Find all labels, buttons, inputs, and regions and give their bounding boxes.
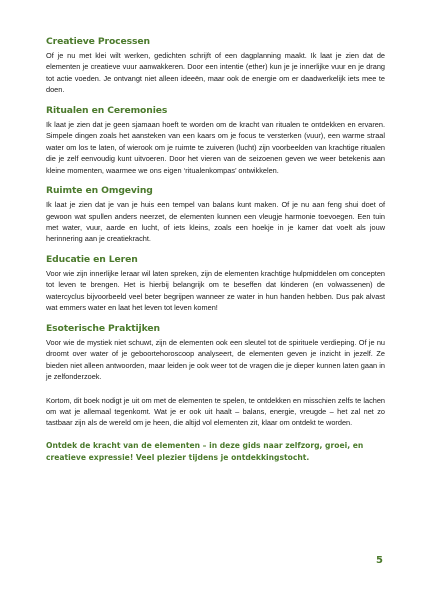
section-paragraph: Voor wie zijn innerlijke leraar wil laten spreken, zijn de elementen krachtige hulpmiddelen om concepten tot leven te brengen. Het is hierbij belangrijk om te beseffen dat kinderen (en volwassenen) de watercyclus bijvoorbeeld veel beter begrijpen wanneer ze water in hun handen hebben. Dus pak alvast wat emmers water en laat het leven tot leven komen! — [46, 268, 385, 313]
closing-statement: Ontdek de kracht van de elementen – in deze gids naar zelfzorg, groei, en creatieve expressie! Veel plezier tijdens je ontdekkingstocht. — [46, 440, 364, 463]
section-paragraph: Voor wie de mystiek niet schuwt, zijn de elementen ook een sleutel tot de spirituele verdieping. Of je nu droomt over water of je geboortehoroscoop analyseert, de elementen geven je inzicht in jezelf. Ze bieden niet alleen antwoorden, maar leiden je ook weer tot de vragen die je dieper kunnen laten gaan in je zelfonderzoek. — [46, 337, 385, 382]
section-creatieve-processen — [46, 36, 385, 96]
section-heading: Educatie en Leren — [46, 253, 138, 265]
section-heading: Creatieve Processen — [46, 36, 150, 47]
section-esoterische-praktijken — [46, 323, 385, 383]
section-educatie-en-leren — [46, 254, 385, 314]
section-paragraph: Of je nu met klei wilt werken, gedichten schrijft of een dagplanning maakt. Ik laat je zien dat de elementen je creatieve vuur aanwakkeren. Door een intentie (ether) kun je je innerlijke vuur en je drang tot actie voeden. Je ontvangt niet alleen ideeën, maar ook de energie om er daadwerkelijk iets mee te doen. — [46, 51, 385, 95]
conclusion-paragraph: Kortom, dit boek nodigt je uit om met de elementen te spelen, te ontdekken en misschien zelfs te lachen om wat je allemaal tegenkomt. Wat je er ook uit haalt – balans, energie, vreugde – het zal net zo tastbaar zijn als de wereld om je heen, die altijd vol elementen zit, klaar om ontdekt te worden. — [46, 395, 385, 428]
section-heading: Esoterische Praktijken — [46, 322, 160, 334]
section-heading: Ritualen en Ceremonies — [46, 104, 168, 116]
section-ruimte-en-omgeving — [46, 185, 385, 245]
section-paragraph: Ik laat je zien dat je van je huis een tempel van balans kunt maken. Of je nu aan feng shui doet of gewoon wat spullen anders neerzet, de elementen kunnen een vleugje harmonie toevoegen. Een tuin met water, vuur, aarde en lucht, of iets kleins, zoals een hoekje in je kamer dat voelt als jouw herinnering aan je creatiekracht. — [46, 200, 385, 244]
section-heading: Ruimte en Omgeving — [46, 185, 153, 197]
section-paragraph: Ik laat je zien dat je geen sjamaan hoeft te worden om de kracht van ritualen te ontdekken en ervaren. Simpele dingen zoals het aansteken van een kaars om je focus te versterken (vuur), een warme straal water om los te laten, of wierook om je ruimte te zuiveren (lucht) zijn voorbeelden van krachtige ritualen die je zelf eenvoudig kunt uitvoeren. Door het vieren van de seizoenen geven we weer betekenis aan kleine momenten, waarmee we ons eigen ‘ritualenkompas’ ontwikkelen. — [46, 119, 385, 175]
section-ritualen-en-ceremonies — [46, 105, 385, 176]
page-number: 5 — [376, 555, 383, 566]
